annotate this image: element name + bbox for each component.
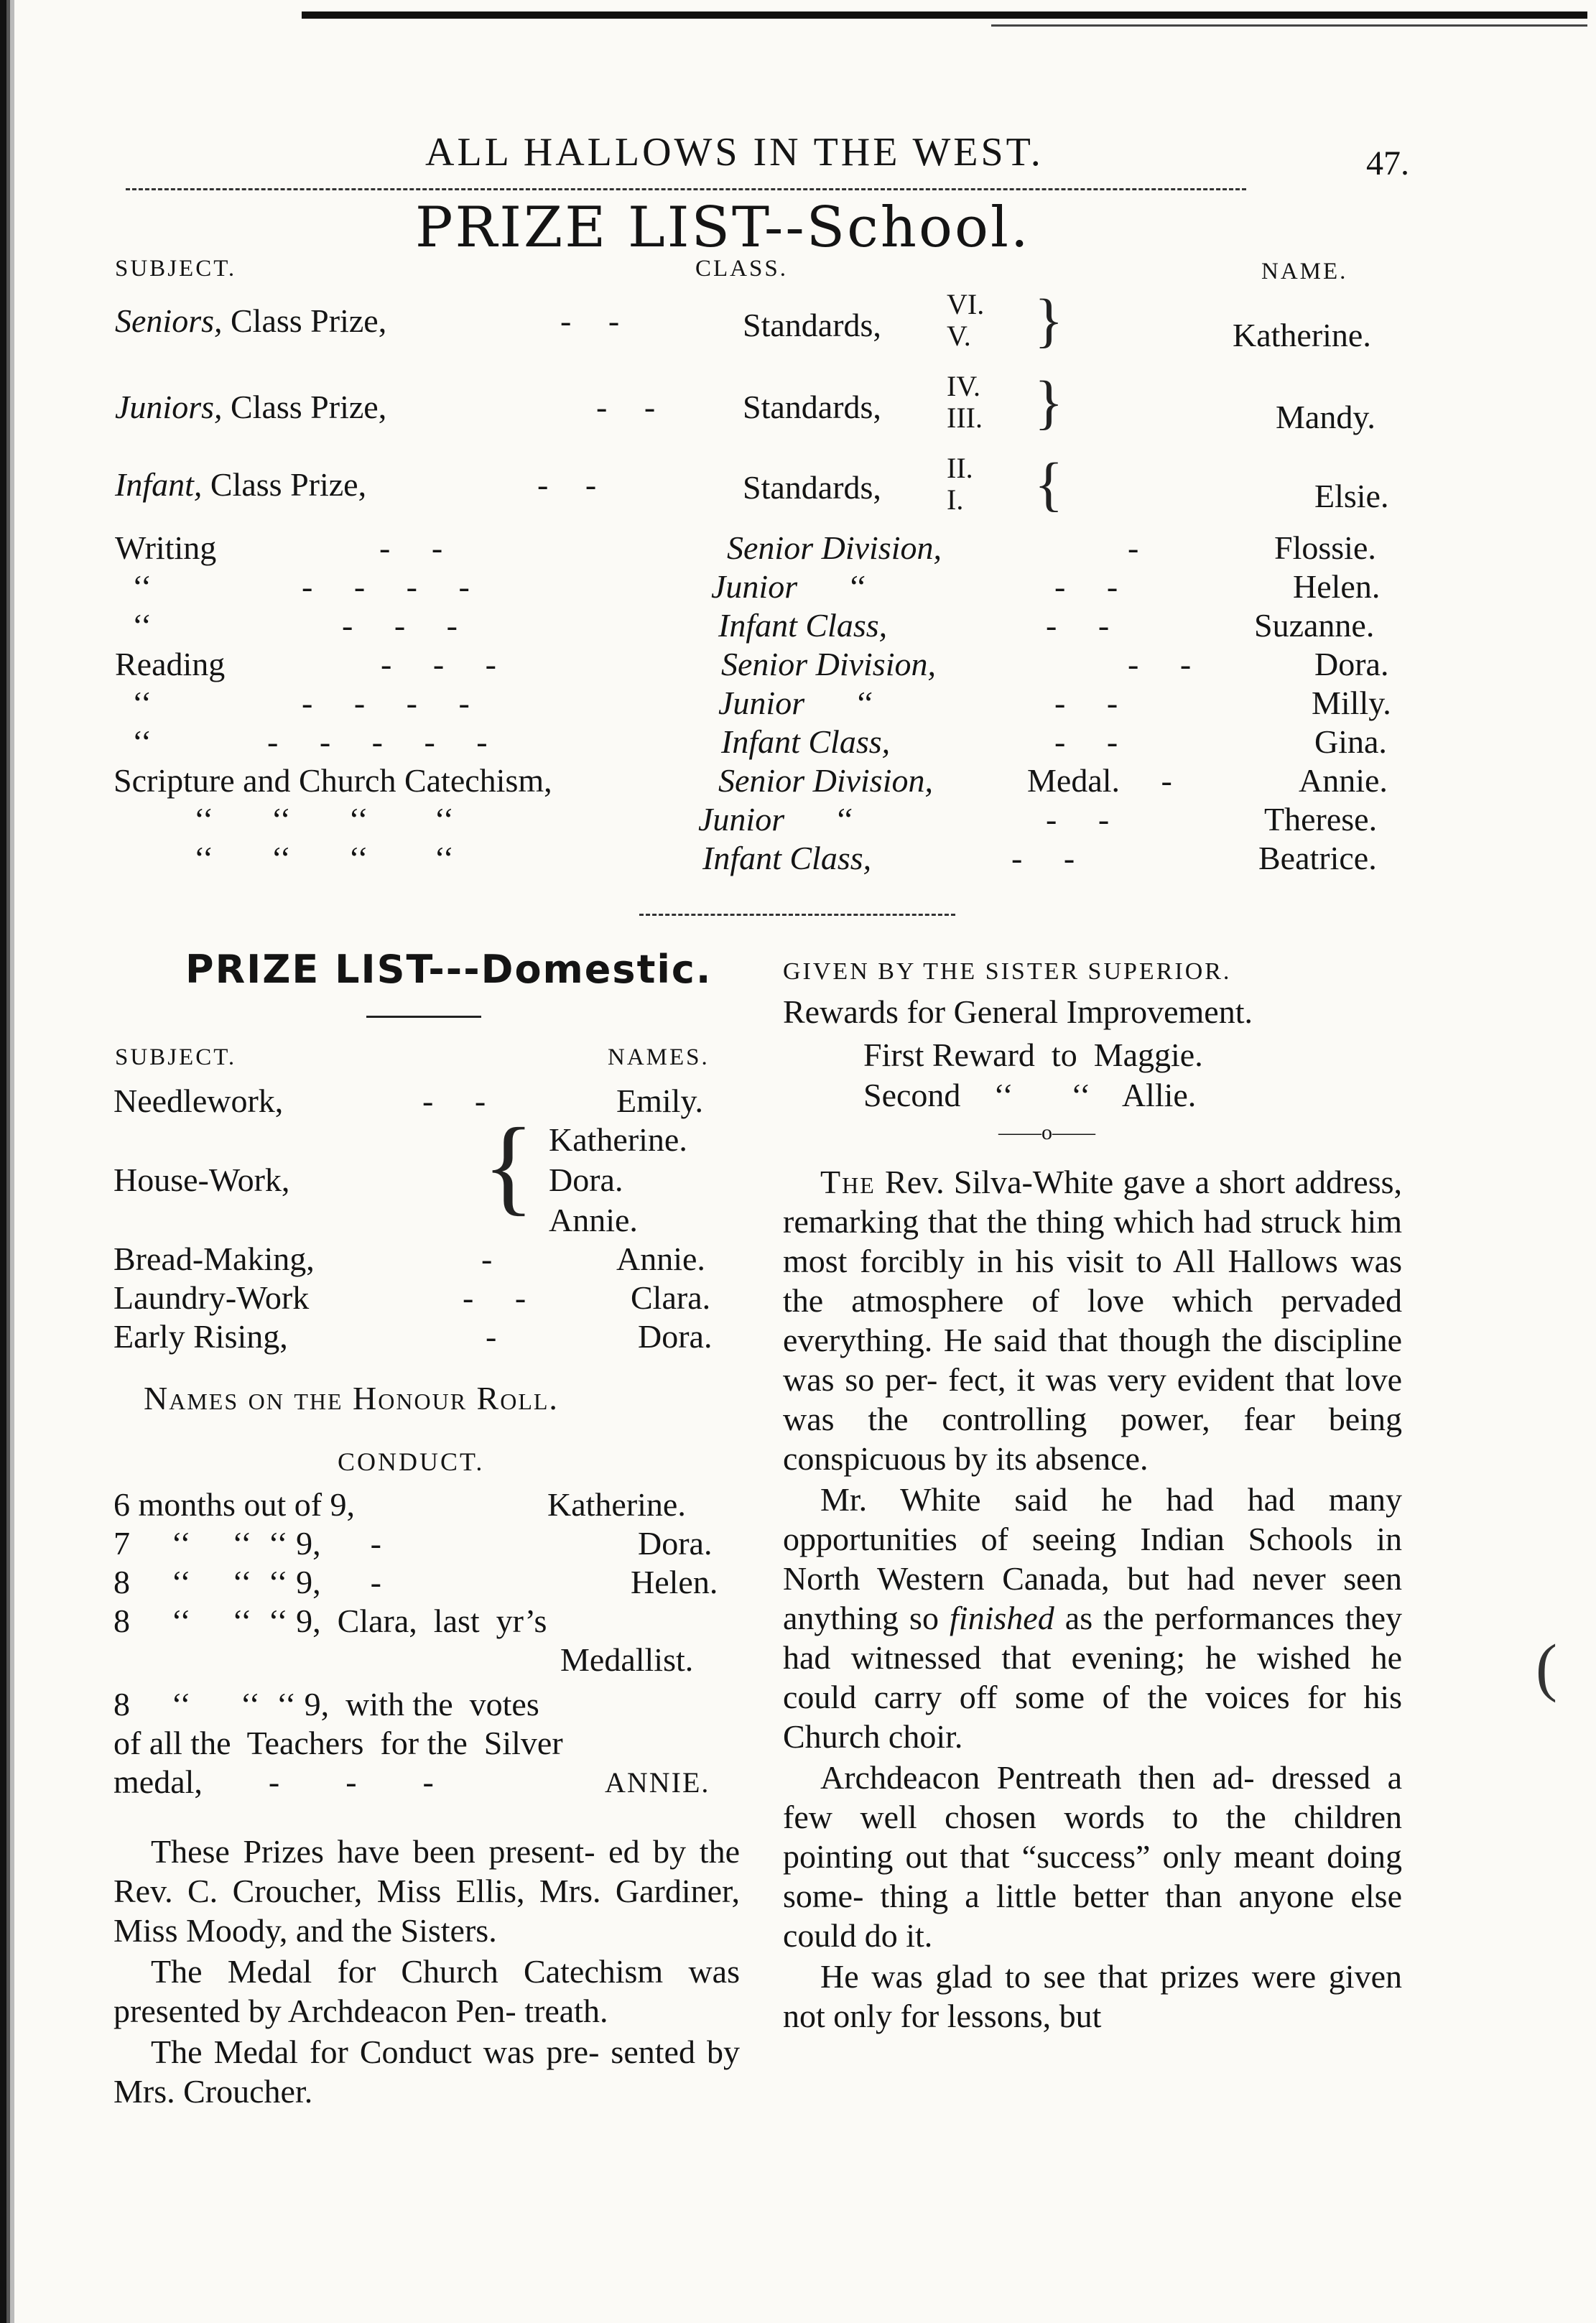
honour-row-left: 8 ‘‘ ‘‘ ‘‘ 9, Clara, last yr’s (113, 1603, 547, 1639)
brace-icon: { (1034, 451, 1064, 518)
division-cell: Junior ‘‘ (718, 685, 873, 721)
leader-dashes: - - (596, 389, 656, 425)
ornament-divider: ——o—— (998, 1121, 1095, 1144)
prize-winner: Flossie. (1274, 529, 1376, 566)
conduct-heading: CONDUCT. (338, 1447, 485, 1476)
subject-label: Seniors, (115, 302, 223, 339)
first-reward: First Reward to Maggie. (863, 1037, 1203, 1073)
trailing-dashes: - - (1011, 840, 1075, 876)
standard-level: II. (947, 452, 973, 484)
leader-dashes: - - (560, 302, 620, 339)
class-header: CLASS. (695, 256, 788, 282)
prize-winner: Gina. (1314, 723, 1387, 760)
division-cell: Junior ‘‘ (711, 568, 866, 605)
division-cell: Senior Division, (718, 762, 933, 799)
honour-row-left: 8 ‘‘ ‘‘ ‘‘ 9, with the votes (113, 1686, 539, 1722)
right-column-text (783, 1162, 1402, 2036)
prize-winner: Dora. (1314, 646, 1389, 682)
subject-cell: House-Work, (113, 1162, 290, 1198)
honour-row-left: of all the Teachers for the Silver (113, 1725, 563, 1761)
prize-winner: Milly. (1312, 685, 1391, 721)
prize-winner: Clara. (631, 1279, 711, 1316)
ditto-mark: ‘‘ ‘‘ ‘‘ ‘‘ (194, 840, 454, 876)
division-cell: Junior ‘‘ (698, 801, 853, 838)
leader-dashes: - - - (381, 646, 496, 682)
honour-row-right: Katherine. (547, 1486, 686, 1523)
prize-winner: Mandy. (1276, 399, 1375, 435)
subject-header: SUBJECT. (115, 256, 237, 282)
given-by-heading: GIVEN BY THE SISTER SUPERIOR. (783, 958, 1232, 985)
paragraph: The Medal for Church Catechism was presented by Archdeacon Pen- treath. (113, 1953, 740, 2029)
paragraph (783, 1162, 1402, 1478)
title-underline (366, 1016, 481, 1018)
prize-winner: Dora. (638, 1318, 713, 1355)
subject-label: Juniors, (115, 389, 223, 425)
subject-cell: Writing (115, 529, 217, 566)
subject-cell: Reading (115, 646, 226, 682)
subject-cell: Bread-Making, (113, 1241, 315, 1277)
standard-level: IV. (947, 370, 981, 402)
paragraph: Archdeacon Pentreath then ad- dressed a few well chosen words to the children pointing out that “success” only meant doing some- thing a little better than anyone else could do it. (783, 1759, 1402, 1954)
honour-row-right: Helen. (631, 1564, 718, 1600)
paragraph: These Prizes have been present- ed by the Rev. C. Croucher, Miss Ellis, Mrs. Gardiner, Miss Moody, and the Sisters. (113, 1833, 740, 1949)
prize-winner: Helen. (1293, 568, 1381, 605)
names-header: NAMES. (608, 1044, 710, 1070)
page-number: 47. (1366, 144, 1409, 182)
division-cell: Infant Class, (721, 723, 891, 760)
subject-label-rest: Class Prize, (231, 389, 387, 425)
medal-note: Medal. - (1027, 762, 1172, 799)
paragraph: The Medal for Conduct was pre- sented by Mrs. Croucher. (113, 2034, 740, 2110)
paragraph: He was glad to see that prizes were given not only for lessons, but (783, 1958, 1402, 2034)
honour-row-left: 7 ‘‘ ‘‘ ‘‘ 9, - (113, 1525, 381, 1562)
header-dashed-rule (126, 188, 1246, 190)
subject-label-rest: Class Prize, (231, 302, 387, 339)
trailing-dashes: - (1128, 529, 1139, 566)
division-cell: Senior Division, (721, 646, 936, 682)
leader-dashes: - - (379, 529, 443, 566)
brace-icon: } (1034, 369, 1064, 436)
paragraph-body: as the performances they had witnessed that evening; he wished he could carry off some of the voices for his Church choir. (783, 1600, 1403, 1755)
prize-winner: Suzanne. (1254, 607, 1375, 644)
leader-dashes: - - (422, 1082, 486, 1119)
leader-dashes: - - - - - (267, 723, 488, 760)
running-title: ALL HALLOWS IN THE WEST. (425, 130, 1044, 175)
subject-label: Infant, (115, 466, 203, 503)
name-header: NAME. (1261, 259, 1348, 284)
class-label: Standards, (743, 389, 881, 425)
left-column-text (113, 1832, 740, 2111)
top-rule-thin (991, 24, 1587, 27)
division-cell: Infant Class, (702, 840, 872, 876)
standard-level: III. (947, 402, 983, 434)
ditto-mark: ‘‘ (132, 568, 152, 605)
standard-level: I. (947, 483, 964, 516)
leader-dashes: - - (463, 1279, 526, 1316)
division-cell: Senior Division, (727, 529, 942, 566)
leader-dashes: - - - (342, 607, 458, 644)
paragraph (783, 1480, 1402, 1756)
class-label: Standards, (743, 307, 881, 343)
brace-icon: } (1034, 287, 1064, 354)
prize-winner: Dora. (549, 1162, 623, 1198)
section-divider (639, 914, 955, 916)
top-rule (302, 11, 1587, 19)
ditto-mark: ‘‘ (132, 607, 152, 644)
standard-level: V. (947, 320, 971, 352)
ditto-mark: ‘‘ ‘‘ ‘‘ ‘‘ (194, 801, 454, 838)
prize-winner: Annie. (616, 1241, 705, 1277)
honour-row-right: Medallist. (560, 1641, 694, 1678)
prize-winner: Annie. (1299, 762, 1388, 799)
lead-word: The (820, 1164, 876, 1200)
honour-row-left: 6 months out of 9, (113, 1486, 356, 1523)
paragraph-body: Mr. White said he had had many opportunities of seeing Indian Schools in North Western Canada, but had never seen anything so (783, 1481, 1402, 1636)
honour-row-left: medal, - - - (113, 1763, 434, 1800)
ditto-mark: ‘‘ (132, 723, 152, 760)
prize-winner: Elsie. (1314, 478, 1389, 514)
leader-dashes: - - - - (302, 685, 470, 721)
subject-cell: Needlework, (113, 1082, 284, 1119)
trailing-dashes: - - (1128, 646, 1192, 682)
leader-dashes: - (481, 1241, 493, 1277)
subject-header: SUBJECT. (115, 1044, 237, 1070)
subject-label-rest: Class Prize, (210, 466, 367, 503)
prize-winner: Emily. (616, 1082, 703, 1119)
trailing-dashes: - - (1046, 607, 1110, 644)
trailing-dashes: - - (1054, 685, 1118, 721)
binding-edge (0, 0, 19, 2323)
prize-winner: Katherine. (1233, 317, 1371, 353)
ditto-mark: ‘‘ (132, 685, 152, 721)
honour-row-right: Dora. (638, 1525, 713, 1562)
trailing-dashes: - - (1054, 723, 1118, 760)
marginal-mark: ( (1536, 1632, 1557, 1703)
paragraph-body: Rev. Silva-White gave a short address, remarking that the thing which had struck him most forcibly in his visit to All Hallows was the atmosphere of love which pervaded everything. He said that though the discipline was so per- fect, it was very evident that love was the controlling power, fear being conspicuous by its absence. (783, 1164, 1403, 1477)
subject-cell: Scripture and Church Catechism, (113, 762, 552, 799)
prize-winner: Katherine. (549, 1121, 687, 1158)
prize-winner: Annie. (549, 1202, 638, 1238)
subject-cell: Early Rising, (113, 1318, 288, 1355)
leader-dashes: - (486, 1318, 497, 1355)
brace-icon: { (483, 1106, 534, 1225)
trailing-dashes: - - (1046, 801, 1110, 838)
standard-level: VI. (947, 288, 985, 320)
prize-winner: Beatrice. (1258, 840, 1377, 876)
domestic-prize-list-title: PRIZE LIST---Domestic. (185, 947, 713, 992)
trailing-dashes: - - (1054, 568, 1118, 605)
prize-winner: Therese. (1264, 801, 1378, 838)
leader-dashes: - - (537, 466, 597, 503)
emphasis-word: finished (950, 1600, 1054, 1636)
rewards-subheading: Rewards for General Improvement. (783, 993, 1253, 1030)
second-reward: Second ‘‘ ‘‘ Allie. (863, 1077, 1197, 1113)
honour-row-left: 8 ‘‘ ‘‘ ‘‘ 9, - (113, 1564, 381, 1600)
class-label: Standards, (743, 469, 881, 506)
school-prize-list-title: PRIZE LIST--School. (415, 195, 1031, 260)
leader-dashes: - - - - (302, 568, 470, 605)
subject-cell: Laundry-Work (113, 1279, 310, 1316)
division-cell: Infant Class, (718, 607, 888, 644)
honour-roll-heading: Names on the Honour Roll. (144, 1380, 559, 1416)
honour-row-right: ANNIE. (605, 1766, 710, 1799)
